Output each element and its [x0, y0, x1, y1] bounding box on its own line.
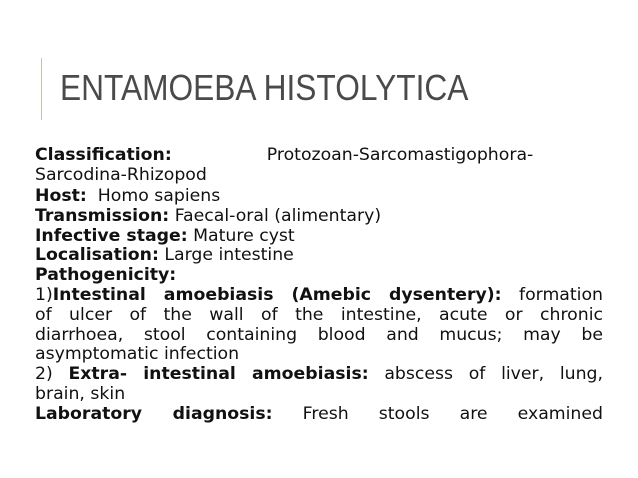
classification-label: Classification: — [35, 145, 172, 165]
pathogenicity-item1-label: Intestinal amoebiasis (Amebic dysentery): — [52, 285, 502, 306]
localisation-label: Localisation: — [35, 245, 159, 266]
lab-diagnosis-line — [35, 405, 603, 425]
lab-diagnosis-value: Fresh stools are examined — [302, 403, 603, 424]
pathogenicity-label: Pathogenicity: — [35, 265, 177, 286]
pathogenicity-item1-text1: formation — [519, 285, 603, 306]
slide-title: ENTAMOEBA HISTOLYTICA — [60, 67, 469, 108]
pathogenicity-item1-line1 — [35, 286, 603, 306]
pathogenicity-item1-line4: asymptomatic infection — [35, 344, 240, 365]
host-label: Host: — [35, 186, 87, 207]
infective-stage-label: Infective stage: — [35, 225, 188, 246]
pathogenicity-item1-line3: diarrhoea, stool containing blood and mucus; may be — [35, 324, 603, 345]
host-line — [35, 187, 603, 207]
pathogenicity-item1-prefix: 1) — [35, 285, 53, 306]
pathogenicity-item1-line2: of ulcer of the wall of the intestine, acute or chronic — [35, 304, 603, 325]
infective-stage-line — [35, 227, 603, 247]
localisation-line — [35, 246, 603, 266]
classification-value-line2: Sarcodina-Rhizopod — [35, 164, 207, 185]
host-value: Homo sapiens — [97, 186, 221, 207]
pathogenicity-item2-line2: brain, skin — [35, 384, 126, 405]
transmission-value: Faecal-oral (alimentary) — [174, 205, 382, 226]
classification-line-2 — [35, 166, 603, 186]
pathogenicity-item2-label: Extra- intestinal amoebiasis: — [68, 364, 369, 385]
infective-stage-value: Mature cyst — [193, 225, 295, 246]
transmission-label: Transmission: — [35, 205, 170, 226]
title-accent-bar — [41, 58, 42, 120]
transmission-line — [35, 207, 603, 227]
pathogenicity-item2-text1: abscess of liver, lung, — [384, 364, 604, 385]
localisation-value: Large intestine — [164, 245, 294, 266]
classification-value-line1: Protozoan-Sarcomastigophora- — [266, 145, 534, 165]
pathogenicity-line — [35, 266, 603, 286]
lab-diagnosis-label: Laboratory diagnosis: — [35, 403, 273, 424]
slide-body — [35, 146, 603, 425]
classification-line — [35, 146, 603, 166]
pathogenicity-item2-prefix: 2) — [35, 364, 53, 385]
pathogenicity-item2-line1 — [35, 365, 603, 385]
